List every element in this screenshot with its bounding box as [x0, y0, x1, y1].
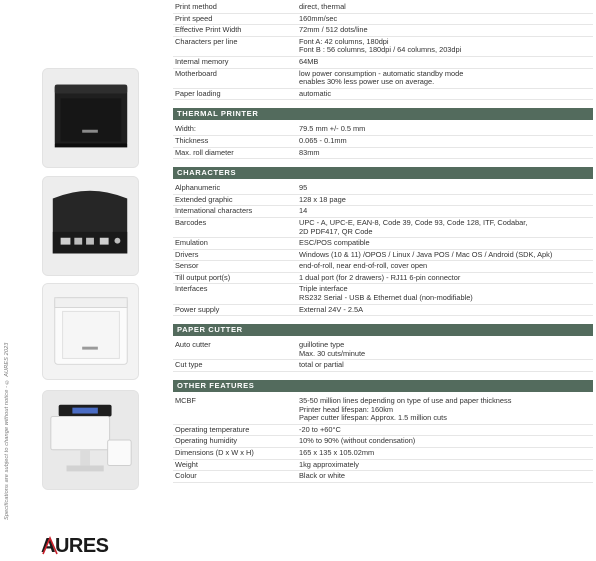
spec-value-line: end-of-roll, near end-of-roll, cover open	[299, 261, 428, 271]
spec-value	[299, 306, 591, 315]
svg-text:AURES: AURES	[41, 535, 109, 555]
spec-value-line: -20 to +60°C	[299, 424, 341, 434]
spec-value	[299, 285, 591, 302]
spec-label: Extended graphic	[175, 194, 233, 204]
spec-label: Dimensions (D x W x H)	[175, 448, 254, 457]
spec-label: International characters	[175, 206, 253, 216]
spec-label: Auto cutter	[175, 340, 211, 350]
spec-row	[173, 218, 593, 238]
spec-label: Cut type	[175, 360, 203, 370]
spec-value	[299, 219, 591, 236]
spec-value-line: direct, thermal	[299, 2, 346, 11]
spec-value-line: total or partial	[299, 360, 344, 370]
spec-label: Interfaces	[175, 284, 208, 294]
spec-row	[173, 183, 593, 195]
spec-value-line: 1 dual port (for 2 drawers) - RJ11 6-pin connector	[299, 272, 461, 282]
spec-value-line: Printer head lifespan: 160km	[299, 404, 394, 414]
spec-value-line: 64MB	[299, 56, 319, 66]
spec-row	[173, 460, 593, 472]
spec-value-line: 165 x 135 x 105.02mm	[299, 448, 375, 457]
spec-label: Motherboard	[175, 68, 217, 78]
spec-value-line: enables 30% less power use on average.	[299, 77, 435, 87]
spec-value-line: RS232 Serial - USB & Ethernet dual (non-modifiable)	[299, 293, 473, 303]
spec-label: Characters per line	[175, 36, 238, 46]
spec-value	[299, 3, 591, 12]
spec-value	[299, 125, 591, 134]
spec-row	[173, 284, 593, 304]
spec-row	[173, 136, 593, 148]
spec-value-line: 160mm/sec	[299, 13, 338, 23]
spec-value-line: low power consumption - automatic standby mode	[299, 68, 464, 78]
spec-row	[173, 340, 593, 360]
pos-terminal-setup-image	[42, 390, 139, 490]
spec-value-line: guillotine type	[299, 340, 345, 350]
section-header: PAPER CUTTER	[173, 324, 593, 336]
spec-value-line: 0.065 - 0.1mm	[299, 135, 347, 145]
spec-value	[299, 449, 591, 458]
spec-label: Max. roll diameter	[175, 147, 234, 157]
section-header: CHARACTERS	[173, 167, 593, 179]
spec-value-line: 14	[299, 206, 308, 216]
spec-label: Barcodes	[175, 217, 207, 227]
spec-row	[173, 14, 593, 26]
spec-value	[299, 149, 591, 158]
spec-row	[173, 25, 593, 37]
printer-front-white-image	[42, 283, 139, 380]
spec-value-line: 35-50 million lines depending on type of use and paper thickness	[299, 396, 512, 406]
spec-value-line: Black or white	[299, 471, 346, 481]
spec-value-line: Max. 30 cuts/minute	[299, 348, 366, 358]
spec-label: Thickness	[175, 135, 209, 145]
spec-value	[299, 26, 591, 35]
spec-row	[173, 471, 593, 483]
spec-value	[299, 274, 591, 283]
spec-row	[173, 448, 593, 460]
spec-sheet	[173, 2, 593, 483]
spec-value-line: 128 x 18 page	[299, 194, 346, 204]
copyright-note: Specifications are subject to change without notice - © AURES 2023	[4, 342, 10, 520]
spec-value	[299, 38, 591, 55]
spec-value-line: UPC - A, UPC-E, EAN-8, Code 39, Code 93, Code 128, ITF, Codabar,	[299, 217, 528, 227]
spec-value	[299, 461, 591, 470]
spec-row	[173, 195, 593, 207]
spec-label: Paper loading	[175, 88, 221, 98]
spec-row	[173, 396, 593, 425]
spec-row	[173, 69, 593, 89]
spec-value	[299, 184, 591, 193]
spec-label: Weight	[175, 459, 198, 469]
aures-logo	[41, 535, 123, 555]
spec-row	[173, 436, 593, 448]
spec-label: Effective Print Width	[175, 25, 242, 35]
spec-value	[299, 426, 591, 435]
spec-value-line: 72mm / 512 dots/line	[299, 25, 368, 35]
spec-value-line: External 24V - 2.5A	[299, 304, 364, 314]
spec-row	[173, 238, 593, 250]
spec-row	[173, 261, 593, 273]
spec-label: Alphanumeric	[175, 183, 221, 193]
printer-rear-ports-image	[42, 176, 139, 276]
spec-value	[299, 137, 591, 146]
spec-label: Operating humidity	[175, 436, 238, 446]
spec-label: Print speed	[175, 13, 213, 23]
spec-label: MCBF	[175, 396, 196, 406]
spec-value	[299, 239, 591, 248]
spec-label: Width:	[175, 124, 196, 134]
spec-row	[173, 37, 593, 57]
spec-label: Sensor	[175, 261, 199, 271]
spec-value	[299, 207, 591, 216]
spec-label: Operating temperature	[175, 424, 250, 434]
spec-value-line: 95	[299, 183, 308, 193]
spec-row	[173, 273, 593, 285]
spec-value	[299, 58, 591, 67]
spec-value	[299, 251, 591, 260]
spec-row	[173, 148, 593, 160]
spec-value	[299, 361, 591, 370]
spec-value	[299, 70, 591, 87]
spec-label: Emulation	[175, 238, 208, 248]
spec-label: Till output port(s)	[175, 272, 231, 282]
spec-value	[299, 196, 591, 205]
spec-row	[173, 2, 593, 14]
spec-value-line: 1kg approximately	[299, 459, 359, 469]
spec-value	[299, 397, 591, 423]
spec-row	[173, 250, 593, 262]
spec-row	[173, 305, 593, 317]
spec-label: Colour	[175, 471, 197, 481]
spec-label: Print method	[175, 2, 217, 11]
spec-value	[299, 90, 591, 99]
spec-row	[173, 206, 593, 218]
spec-value-line: Windows (10 & 11) /OPOS / Linux / Java POS / Mac OS / Android (SDK, Apk)	[299, 249, 553, 259]
spec-label: Drivers	[175, 249, 199, 259]
section-header: THERMAL PRINTER	[173, 108, 593, 120]
spec-value-line: Paper cutter lifespan: Approx. 1.5 million cuts	[299, 413, 447, 423]
spec-value-line: Font A: 42 columns, 180dpi	[299, 36, 389, 46]
spec-label: Internal memory	[175, 56, 229, 66]
spec-value-line: Triple interface	[299, 284, 348, 294]
spec-value	[299, 437, 591, 446]
spec-row	[173, 124, 593, 136]
spec-value-line: 83mm	[299, 147, 320, 157]
spec-value	[299, 341, 591, 358]
spec-value-line: ESC/POS compatible	[299, 238, 370, 248]
spec-value	[299, 15, 591, 24]
spec-value-line: 2D PDF417, QR Code	[299, 226, 373, 236]
spec-value-line: Font B : 56 columns, 180dpi / 64 columns, 203dpi	[299, 45, 462, 55]
spec-row	[173, 57, 593, 69]
spec-row	[173, 360, 593, 372]
spec-row	[173, 89, 593, 101]
spec-row	[173, 425, 593, 437]
printer-front-black-image	[42, 68, 139, 168]
spec-value	[299, 262, 591, 271]
spec-value	[299, 472, 591, 481]
spec-value-line: 10% to 90% (without condensation)	[299, 436, 416, 446]
section-header: OTHER FEATURES	[173, 380, 593, 392]
spec-value-line: 79.5 mm +/- 0.5 mm	[299, 124, 366, 134]
spec-value-line: automatic	[299, 88, 332, 98]
spec-label: Power supply	[175, 304, 220, 314]
